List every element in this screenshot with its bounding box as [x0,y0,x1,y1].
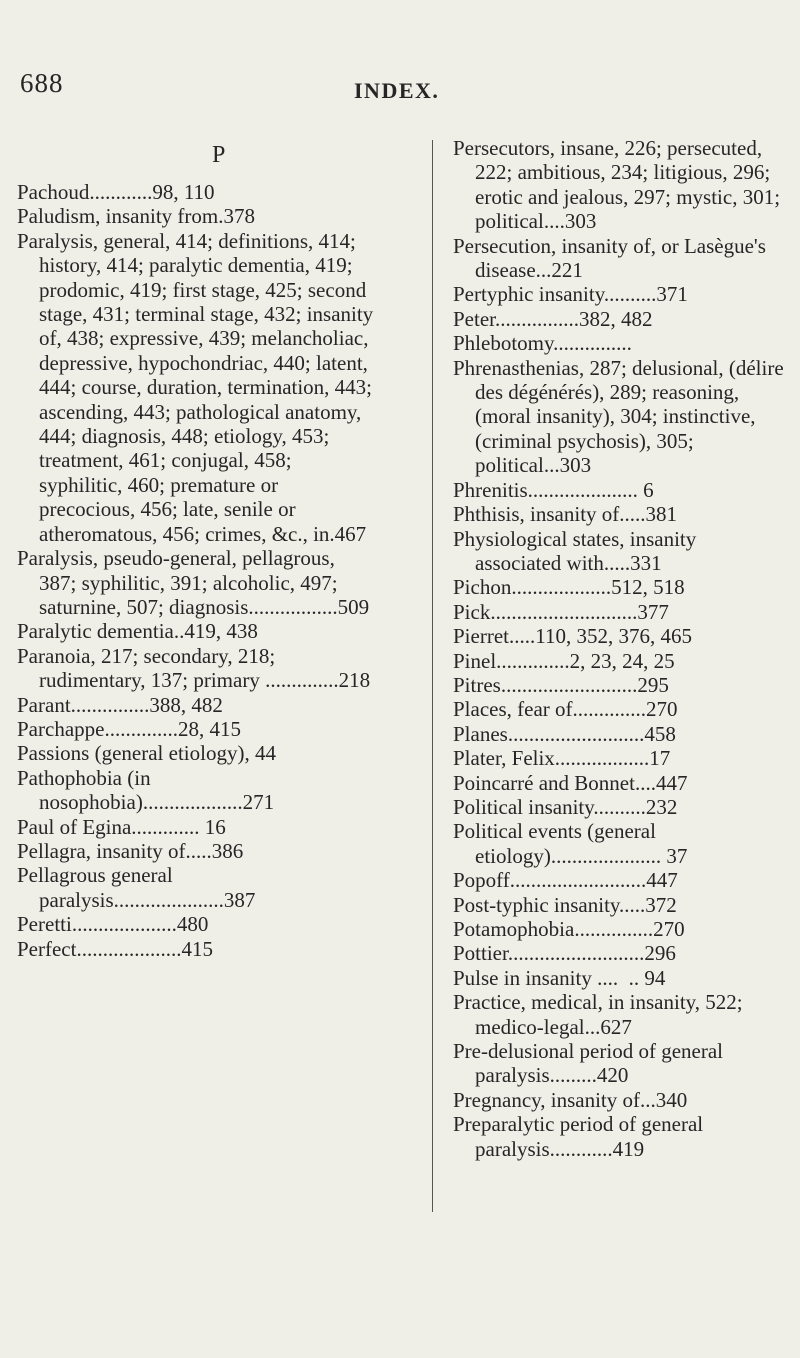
index-entry: Pierret.....110, 352, 376, 465 [453,624,692,649]
index-entry: Parant...............388, 482 [17,692,223,717]
index-entry: Paralysis, pseudo-general, pellagrous, 387; syphilitic, 391; alcoholic, 497; saturnine, 507; diagnosis.................509 [17,546,370,619]
index-entry: Phthisis, insanity of.....381 [453,502,678,527]
index-entry: Phrenitis..................... 6 [453,477,654,502]
index-entry: Peter................382, 482 [453,306,653,331]
index-entry: Political insanity..........232 [453,794,678,819]
index-entry: Pick............................377 [453,599,669,624]
index-entry: Paranoia, 217; secondary, 218; rudimentary, 137; primary ..............218 [17,643,371,693]
index-entry: Preparalytic period of general paralysis............419 [453,1112,709,1161]
index-entry: Practice, medical, in insanity, 522; medico-legal...627 [453,990,748,1039]
index-entry: Plater, Felix..................17 [453,746,671,771]
index-entry: Political events (general etiology)..................... 37 [453,819,688,868]
index-entry: Peretti....................480 [17,912,209,937]
index-entry: Phlebotomy............... [453,331,632,356]
column-divider [432,140,433,1212]
index-entry: Planes..........................458 [453,721,676,746]
index-entry: Paralytic dementia..419, 438 [17,619,258,644]
index-entry: Persecutors, insane, 226; persecuted, 222; ambitious, 234; litigious, 296; erotic and jealous, 297; mystic, 301; political....303 [453,136,786,234]
index-entry: Pulse in insanity .... .. 94 [453,965,666,990]
index-entry: Paul of Egina............. 16 [17,814,226,839]
index-entry: Pertyphic insanity..........371 [453,282,688,307]
index-entry: Pellagrous general paralysis.....................387 [17,863,256,912]
index-entry: Pachoud............98, 110 [17,180,215,204]
index-entry: Poincarré and Bonnet....447 [453,770,688,795]
running-head: INDEX. [354,78,440,103]
left-index-column [17,180,377,961]
index-entry: Pre-delusional period of general paralysis.........420 [453,1039,729,1088]
index-entry: Pregnancy, insanity of...340 [453,1087,688,1112]
index-entry: Pichon...................512, 518 [453,575,685,600]
index-entry: Places, fear of..............270 [453,697,678,722]
index-entry: Pathophobia (in nosophobia)...................271 [17,765,275,815]
index-entry: Post-typhic insanity.....372 [453,892,677,917]
right-index-column [453,136,789,1161]
index-entry: Phrenasthenias, 287; delusional, (délire des dégénérés), 289; reasoning, (moral insanity), 304; instinctive, (criminal psychosis), 305; political...303 [453,355,789,478]
index-entry: Perfect....................415 [17,936,213,961]
index-entry: Potamophobia...............270 [453,917,685,941]
index-entry: Parchappe..............28, 415 [17,716,241,741]
page-number: 688 [20,68,64,98]
section-letter: P [212,142,226,168]
index-entry: Popoff..........................447 [453,868,678,893]
index-entry: Pottier..........................296 [453,941,676,966]
index-entry: Paludism, insanity from.378 [17,204,255,229]
index-entry: Pellagra, insanity of.....386 [17,838,244,863]
index-entry: Persecution, insanity of, or Lasègue's disease...221 [453,233,772,283]
index-entry: Passions (general etiology), 44 [17,741,276,766]
index-entry: Pinel..............2, 23, 24, 25 [453,648,675,673]
index-entry: Paralysis, general, 414; definitions, 414; history, 414; paralytic dementia, 419; prodomic, 419; first stage, 425; second stage, 431; terminal stage, 432; insanity of, 438; expressive, 439; melancholiac, depressive, hypochondriac, 440; latent, 444; course, duration, termination, 443; ascending, 443; pathological anatomy, 444; diagnosis, 448; etiology, 453; treatment, 461; conjugal, 458; syphilitic, 460; premature or precocious, 456; late, senile or atheromatous, 456; crimes, &c., in.467 [17,228,379,546]
index-entry: Physiological states, insanity associated with.....331 [453,526,702,575]
index-entry: Pitres..........................295 [453,672,669,697]
